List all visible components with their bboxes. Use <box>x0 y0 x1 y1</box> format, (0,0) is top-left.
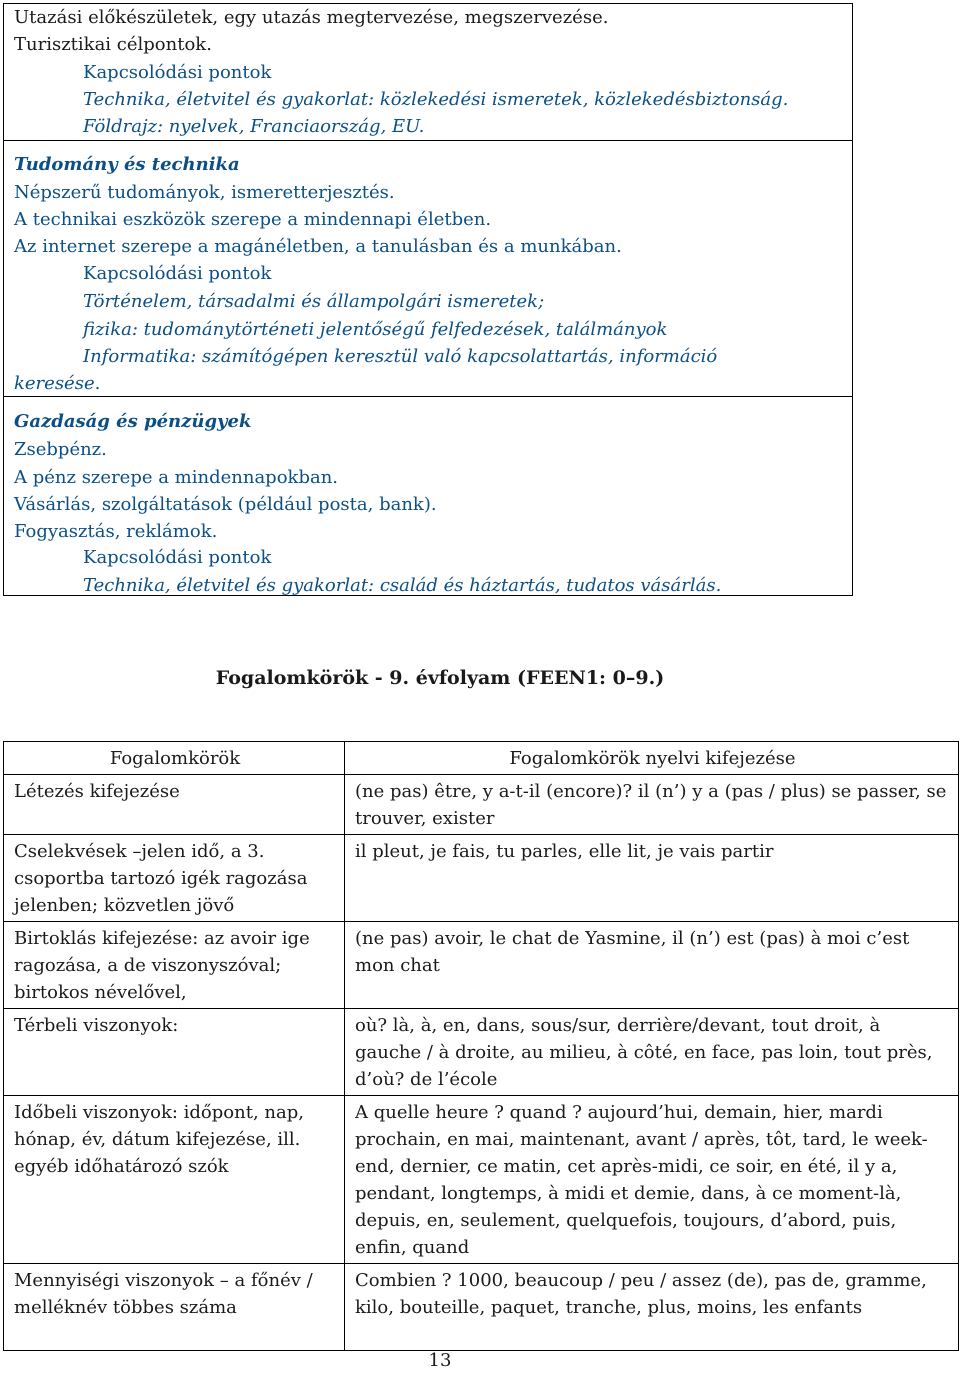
connection-line: Technika, életvitel és gyakorlat: közlekedési ismeretek, közlekedésbiztonság. <box>83 89 789 110</box>
topic-line: Zsebpénz. <box>14 439 107 460</box>
table-cell: il pleut, je fais, tu parles, elle lit, je vais partir <box>345 835 959 922</box>
topic-line: A pénz szerepe a mindennapokban. <box>14 467 339 488</box>
table-row <box>4 922 959 1009</box>
topic-line: Utazási előkészületek, egy utazás megtervezése, megszervezése. <box>14 7 609 28</box>
topic-line: Az internet szerepe a magánéletben, a tanulásban és a munkában. <box>14 236 622 257</box>
table-row <box>4 1264 959 1351</box>
column-header: Fogalomkörök <box>4 742 345 775</box>
table-row <box>4 775 959 835</box>
table-cell: où? là, à, en, dans, sous/sur, derrière/devant, tout droit, à gauche / à droite, au milieu, à côté, en face, pas loin, tout près, d’où? de l’école <box>345 1009 959 1096</box>
table-cell: Combien ? 1000, beaucoup / peu / assez (de), pas de, gramme, kilo, bouteille, paquet, tranche, plus, moins, les enfants <box>345 1264 959 1351</box>
concepts-table <box>3 741 959 1351</box>
connection-line: Földrajz: nyelvek, Franciaország, EU. <box>83 116 425 137</box>
connection-line: Történelem, társadalmi és állampolgári ismeretek; <box>83 291 545 312</box>
topic-line: A technikai eszközök szerepe a mindennapi életben. <box>14 209 492 230</box>
connection-line: keresése. <box>14 373 101 394</box>
table-cell: Birtoklás kifejezése: az avoir ige ragozása, a de viszonyszóval; birtokos névelővel, <box>4 922 345 1009</box>
connection-line: Informatika: számítógépen keresztül való kapcsolattartás, információ <box>83 346 718 367</box>
connection-line: fizika: tudománytörténeti jelentőségű felfedezések, találmányok <box>83 319 668 340</box>
table-cell: (ne pas) être, y a-t-il (encore)? il (n’) y a (pas / plus) se passer, se trouver, exister <box>345 775 959 835</box>
table-row <box>4 1009 959 1096</box>
table-cell: Létezés kifejezése <box>4 775 345 835</box>
table-header-row <box>4 742 959 775</box>
page-number: 13 <box>428 1350 452 1371</box>
table-row <box>4 835 959 922</box>
section-title: Gazdaság és pénzügyek <box>14 411 252 432</box>
table-cell: Térbeli viszonyok: <box>4 1009 345 1096</box>
topic-line: Fogyasztás, reklámok. <box>14 521 218 542</box>
page-title: Fogalomkörök - 9. évfolyam (FEEN1: 0–9.) <box>215 667 665 689</box>
topic-line: Vásárlás, szolgáltatások (például posta, bank). <box>14 494 437 515</box>
section-title: Tudomány és technika <box>14 154 240 175</box>
connections-title: Kapcsolódási pontok <box>83 263 272 284</box>
table-cell: Mennyiségi viszonyok – a főnév / melléknév többes száma <box>4 1264 345 1351</box>
table-cell: Időbeli viszonyok: időpont, nap, hónap, év, dátum kifejezése, ill. egyéb időhatározó szók <box>4 1096 345 1264</box>
topic-line: Turisztikai célpontok. <box>14 34 212 55</box>
section-divider <box>4 140 852 141</box>
table-cell: (ne pas) avoir, le chat de Yasmine, il (n’) est (pas) à moi c’est mon chat <box>345 922 959 1009</box>
table-cell: A quelle heure ? quand ? aujourd’hui, demain, hier, mardi prochain, en mai, maintenant, avant / après, tôt, tard, le week-end, dernier, ce matin, cet après-midi, ce soir, en été, il y a, pendant, longtemps, à midi et demie, dans, à ce moment-là, depuis, en, seulement, quelquefois, toujours, d’abord, puis, enfin, quand <box>345 1096 959 1264</box>
connections-title: Kapcsolódási pontok <box>83 62 272 83</box>
topic-line: Népszerű tudományok, ismeretterjesztés. <box>14 182 395 203</box>
column-header: Fogalomkörök nyelvi kifejezése <box>345 742 959 775</box>
section-divider <box>4 396 852 397</box>
connections-title: Kapcsolódási pontok <box>83 547 272 568</box>
table-row <box>4 1096 959 1264</box>
connection-line: Technika, életvitel és gyakorlat: család és háztartás, tudatos vásárlás. <box>83 575 722 596</box>
table-cell: Cselekvések –jelen idő, a 3. csoportba tartozó igék ragozása jelenben; közvetlen jövő <box>4 835 345 922</box>
